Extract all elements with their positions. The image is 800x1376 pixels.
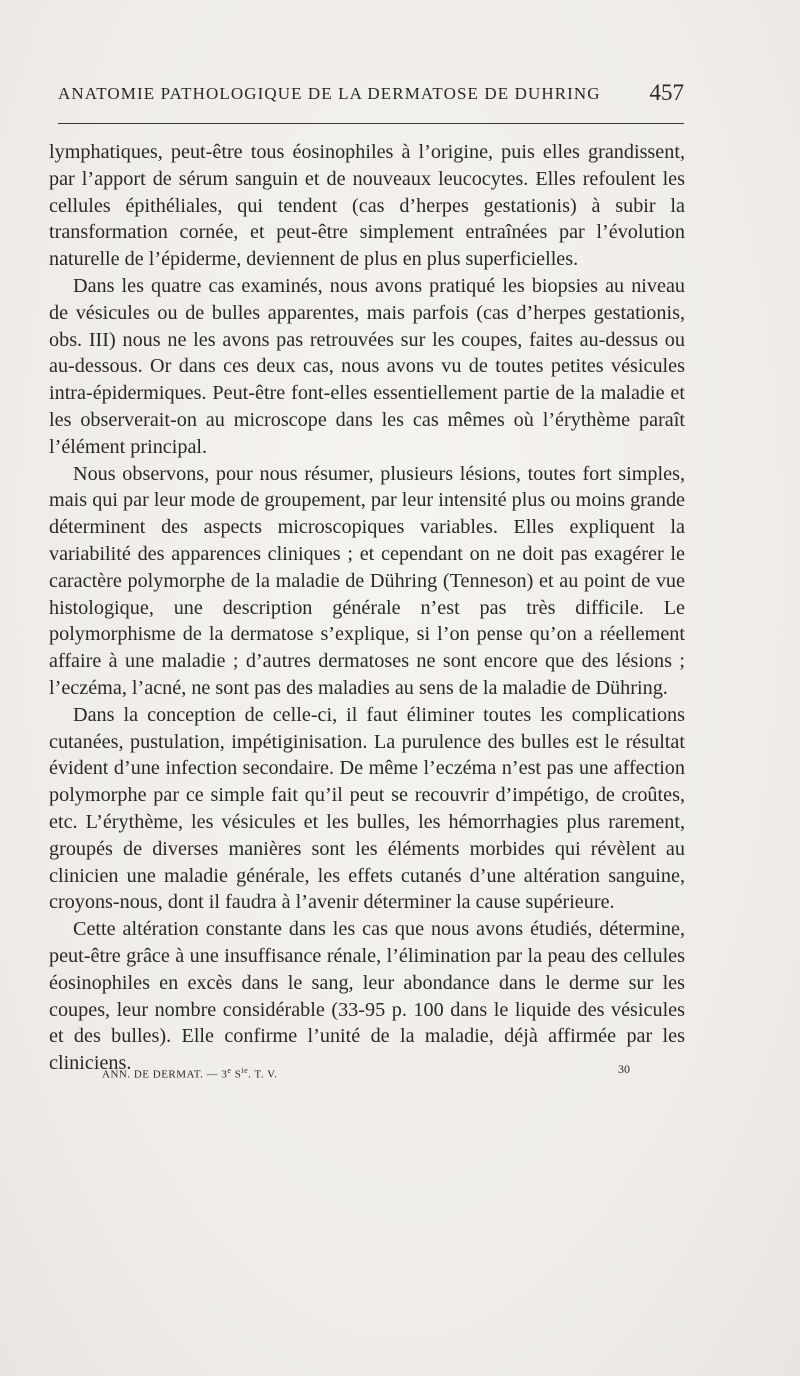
- running-head: [58, 80, 684, 110]
- journal-ref-sup-ie: ie: [241, 1066, 249, 1075]
- paragraph-3: Nous observons, pour nous résumer, plusieurs lésions, toutes fort simples, mais qui par leur mode de groupement, par leur intensité plus ou moins grande déterminent des aspects microscopiques variables. Elles expliquent la variabilité des apparences cliniques ; et cependant on ne doit pas exagérer le caractère polymorphe de la maladie de Dühring (Tenneson) et au point de vue histologique, une description générale n’est pas très difficile. Le polymorphisme de la dermatose s’explique, si l’on pense qu’on a réellement affaire à une maladie ; d’autres dermatoses ne sont encore que des lésions ; l’eczéma, l’acné, ne sont pas des maladies au sens de la maladie de Dühring.: [49, 462, 685, 699]
- journal-ref-series: S: [231, 1068, 242, 1081]
- paragraph-1: lymphatiques, peut-être tous éosinophiles à l’origine, puis elles grandissent, par l’apport de sérum sanguin et de nouveaux leucocytes. Elles refoulent les cellules épithéliales, qui tendent (cas d’herpes gestationis) à subir la transformation cornée, et peut-être simplement entraînées par l’évolution naturelle de l’épiderme, deviennent de plus en plus superficielles.: [49, 141, 685, 271]
- header-rule: [58, 123, 684, 124]
- body-text: [49, 139, 685, 1077]
- paragraph-2: Dans les quatre cas examinés, nous avons pratiqué les biopsies au niveau de vésicules ou de bulles apparentes, mais parfois (cas d’herpes gestationis, obs. III) nous ne les avons pas retrouvées sur les coupes, faites au-dessus ou au-dessous. Or dans ces deux cas, nous avons vu de toutes petites vésicules intra-épidermiques. Peut-être font-elles essentiellement partie de la maladie et les observerait-on au microscope dans les cas mêmes où l’érythème paraît l’élément principal.: [49, 274, 685, 458]
- signature-mark: 30: [618, 1062, 630, 1076]
- journal-ref-main: ANN. DE DERMAT. — 3: [102, 1068, 228, 1081]
- paragraph-5: Cette altération constante dans les cas que nous avons étudiés, détermine, peut-être grâce à une insuffisance rénale, l’élimination par la peau des cellules éosinophiles en excès dans le sang, leur abondance dans le derme sur les coupes, leur nombre considérable (33-95 p. 100 dans le liquide des vésicules et des bulles). Elle confirme l’unité de la maladie, déjà affirmée par les cliniciens.: [49, 918, 685, 1075]
- journal-ref-volume: . T. V.: [248, 1068, 278, 1081]
- running-title: ANATOMIE PATHOLOGIQUE DE LA DERMATOSE DE DUHRING: [58, 84, 601, 103]
- page-number: 457: [649, 80, 684, 105]
- paragraph-4: Dans la conception de celle-ci, il faut éliminer toutes les complications cutanées, pustulation, impétiginisation. La purulence des bulles est le résultat évident d’une infection secondaire. De même l’eczéma n’est pas une affection polymorphe par ce simple fait qu’il peut se recouvrir d’impétigo, de croûtes, etc. L’érythème, les vésicules et les bulles, les hémorrhagies plus rarement, groupés de diverses manières sont les éléments morbides qui révèlent au clinicien une maladie générale, les effets cutanés d’une altération sanguine, croyons-nous, dont il faudra à l’avenir déterminer la cause supérieure.: [49, 703, 685, 914]
- journal-reference: [102, 1066, 277, 1081]
- journal-ref-sup-e: e: [227, 1066, 232, 1075]
